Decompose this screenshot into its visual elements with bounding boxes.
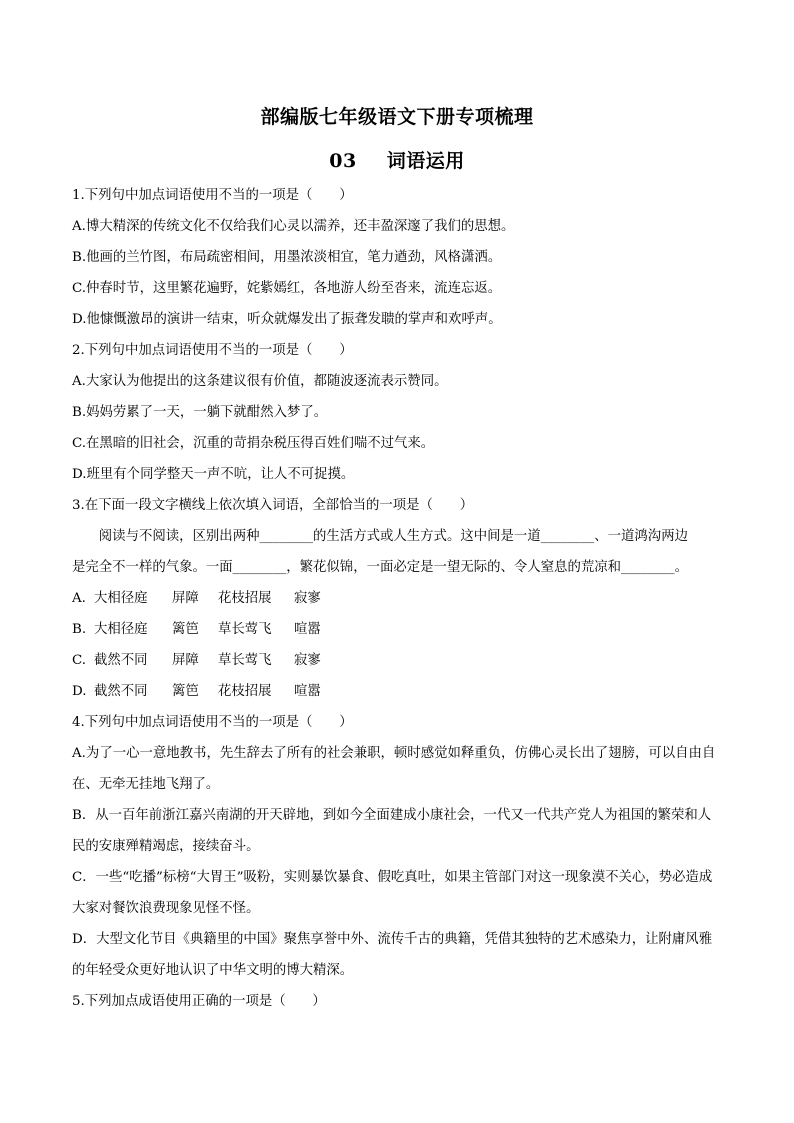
- section-number: 03: [329, 150, 357, 172]
- option-word: 喧嚣: [294, 622, 321, 637]
- question-1-stem: 1.下列句中加点词语使用不当的一项是（ ）: [72, 188, 353, 203]
- option-label: A.: [72, 591, 86, 606]
- question-4-option-c: C．一些“吃播”标榜“大胃王”吸粉，实则暴饮暴食、假吃真吐，如果主管部门对这一现象漠不关心，势必造成大家对餐饮浪费现象见怪不怪。: [72, 870, 713, 916]
- document-title: 部编版七年级语文下册专项梳理: [260, 106, 534, 128]
- option-label: B.: [72, 622, 87, 637]
- question-4-option-d: D．大型文化节目《典籍里的中国》聚焦享誉中外、流传千古的典籍，凭借其独特的艺术感染力，让附庸风雅的年轻受众更好地认识了中华文明的博大精深。: [72, 932, 713, 978]
- question-2-option-b: B.妈妈劳累了一天，一躺下就酣然入梦了。: [72, 405, 328, 420]
- option-word: 草长莺飞: [218, 653, 272, 668]
- option-label: D.: [72, 684, 87, 699]
- option-word: 花枝招展: [218, 591, 272, 606]
- question-4-stem: 4.下列句中加点词语使用不当的一项是（ ）: [72, 715, 353, 730]
- option-word: 屏障: [172, 591, 199, 606]
- question-5-stem: 5.下列加点成语使用正确的一项是（ ）: [72, 994, 326, 1009]
- option-word: 花枝招展: [218, 684, 272, 699]
- question-1-option-a: A.博大精深的传统文化不仅给我们心灵以濡养，还丰盈深邃了我们的思想。: [72, 219, 515, 234]
- option-word: 寂寥: [294, 591, 321, 606]
- question-4-option-b: B．从一百年前浙江嘉兴南湖的开天辟地，到如今全面建成小康社会，一代又一代共产党人为祖国的繁荣和人民的安康殚精竭虑，接续奋斗。: [72, 808, 712, 854]
- question-list: [72, 180, 724, 1017]
- question-2-option-d: D.班里有个同学整天一声不吭，让人不可捉摸。: [72, 467, 355, 482]
- question-3-stem: 3.在下面一段文字横线上依次填入词语，全部恰当的一项是（ ）: [72, 498, 474, 513]
- question-1-option-c: C.仲春时节，这里繁花遍野，姹紫嫣红，各地游人纷至沓来，流连忘返。: [72, 281, 502, 296]
- option-word: 篱笆: [172, 684, 199, 699]
- option-word: 喧嚣: [294, 684, 321, 699]
- question-4-option-a: A.为了一心一意地教书，先生辞去了所有的社会兼职，顿时感觉如释重负，仿佛心灵长出了翅膀，可以自由自在、无牵无挂地飞翔了。: [72, 746, 716, 792]
- option-word: 截然不同: [94, 653, 148, 668]
- section-title: 词语运用: [386, 150, 465, 172]
- option-word: 大相径庭: [94, 591, 148, 606]
- section-heading: [0, 146, 794, 173]
- question-1-option-b: B.他画的兰竹图，布局疏密相间，用墨浓淡相宜，笔力遒劲，风格潇洒。: [72, 250, 502, 265]
- question-2-option-a: A.大家认为他提出的这条建议很有价值，都随波逐流表示赞同。: [72, 374, 448, 389]
- option-word: 草长莺飞: [218, 622, 272, 637]
- question-2-stem: 2.下列句中加点词语使用不当的一项是（ ）: [72, 343, 353, 358]
- option-word: 大相径庭: [94, 622, 148, 637]
- question-3-option-d: [72, 676, 724, 707]
- question-3-option-a: [72, 583, 724, 614]
- question-3-option-c: [72, 645, 724, 676]
- option-word: 截然不同: [94, 684, 148, 699]
- option-word: 屏障: [172, 653, 199, 668]
- question-1-option-d: D.他慷慨激昂的演讲一结束，听众就爆发出了振聋发聩的掌声和欢呼声。: [72, 312, 502, 327]
- option-label: C.: [72, 653, 87, 668]
- option-word: 篱笆: [172, 622, 199, 637]
- question-2-option-c: C.在黑暗的旧社会，沉重的苛捐杂税压得百姓们喘不过气来。: [72, 436, 435, 451]
- question-3-option-b: [72, 614, 724, 645]
- question-3-passage-line-1: 阅读与不阅读，区别出两种________的生活方式或人生方式。这中间是一道________、一道鸿沟两边: [98, 529, 688, 544]
- option-word: 寂寥: [294, 653, 321, 668]
- question-3-passage-line-2: 是完全不一样的气象。一面________，繁花似锦，一面必定是一望无际的、令人窒息的荒凉和________。: [72, 560, 688, 575]
